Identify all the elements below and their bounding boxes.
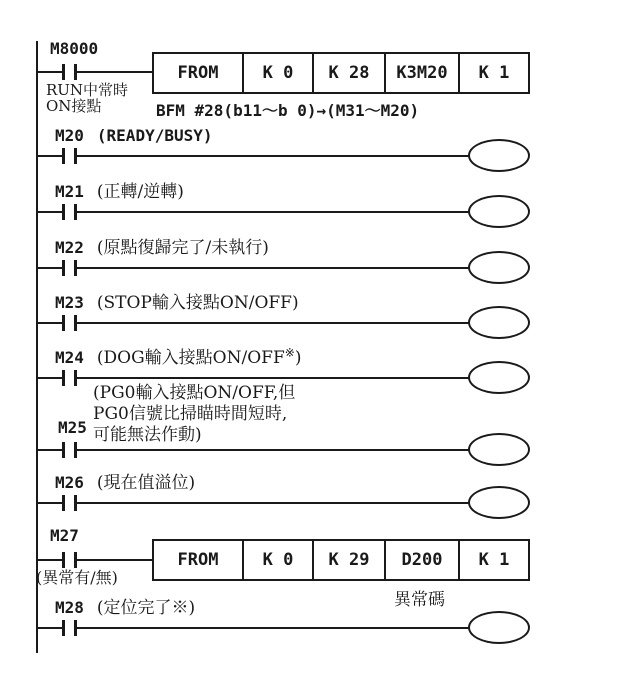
instr1-operand-3: K3M20: [384, 54, 458, 92]
device-m24: M24: [55, 348, 84, 367]
instr1-opcode: FROM: [177, 63, 219, 83]
desc-m28: (定位完了※): [96, 598, 196, 618]
coil-m28: [468, 611, 530, 644]
desc-m25: [93, 383, 295, 446]
coil-m24: [468, 361, 530, 394]
desc-m25-line3: 可能無法作動): [93, 425, 202, 445]
wire-m23: [36, 322, 470, 324]
contact-m25: [62, 442, 77, 458]
device-m21: M21: [55, 182, 84, 201]
from-instruction-box-2: [152, 539, 530, 581]
label-m21: [55, 183, 184, 202]
note-run-line1: RUN中常時: [46, 81, 129, 99]
label-m8000: [50, 40, 98, 58]
device-m27: M27: [50, 526, 79, 545]
device-m26: M26: [55, 473, 84, 492]
wire-m28: [36, 627, 470, 629]
desc-m21: (正轉/逆轉): [96, 182, 184, 202]
instr2-opcode: FROM: [177, 550, 219, 570]
instr1-operand-4: K 1: [458, 54, 528, 92]
instr1-operand-2: K 28: [312, 54, 384, 92]
caption-bfm-transfer: BFM #28(b11〜b 0)→(M31〜M20): [156, 101, 420, 120]
contact-m26: [62, 495, 77, 511]
instr1-operand-1: K 0: [242, 54, 312, 92]
desc-m25-line1: (PG0輸入接點ON/OFF,但: [93, 383, 296, 403]
desc-m26: (現在值溢位): [96, 473, 196, 493]
label-m23: [55, 294, 299, 313]
label-m26: [55, 474, 195, 493]
footnote-mark-m24: ※: [284, 345, 295, 360]
from-instruction-box-1: [152, 52, 530, 94]
contact-m8000: [62, 64, 77, 80]
coil-m25: [468, 433, 530, 466]
wire-m27: [36, 559, 152, 561]
instr2-operand-4: K 1: [458, 541, 528, 579]
instr2-operand-3: D200: [384, 541, 458, 579]
wire-m20: [36, 155, 470, 157]
contact-m22: [62, 260, 77, 276]
contact-m23: [62, 315, 77, 331]
wire-m8000: [36, 71, 152, 73]
desc-m22: (原點復歸完了/未執行): [96, 238, 269, 258]
note-run-line2: ON接點: [46, 97, 102, 115]
coil-m23: [468, 306, 530, 339]
label-m24: [55, 345, 302, 368]
caption-error-code: 異常碼: [394, 590, 445, 610]
desc-m25-line2: PG0信號比掃瞄時間短時,: [93, 404, 288, 424]
contact-m21: [62, 204, 77, 220]
coil-m22: [468, 251, 530, 284]
wire-m22: [36, 267, 470, 269]
label-m22: [55, 239, 269, 258]
desc-m23: (STOP輸入接點ON/OFF): [96, 293, 299, 313]
contact-m28: [62, 620, 77, 636]
wire-m25: [36, 449, 470, 451]
label-m28: [55, 599, 195, 618]
device-m23: M23: [55, 293, 84, 312]
wire-m24: [36, 377, 470, 379]
device-m20: M20: [55, 126, 84, 145]
device-m25: M25: [58, 418, 87, 437]
coil-m20: [468, 139, 530, 172]
instr2-operand-2: K 29: [312, 541, 384, 579]
wire-m26: [36, 502, 470, 504]
instr2-operand-1: K 0: [242, 541, 312, 579]
label-m20: [55, 127, 213, 145]
device-m22: M22: [55, 238, 84, 257]
desc-m20: (READY/BUSY): [96, 126, 213, 145]
coil-m21: [468, 195, 530, 228]
desc-m24: (DOG輸入接點ON/OFF※): [96, 345, 302, 368]
contact-m20: [62, 148, 77, 164]
contact-m24: [62, 370, 77, 386]
device-m28: M28: [55, 598, 84, 617]
coil-m26: [468, 486, 530, 519]
left-power-rail: [36, 41, 38, 653]
device-m8000: M8000: [50, 39, 99, 58]
wire-m21: [36, 211, 470, 213]
note-m27: (異常有/無): [36, 568, 118, 587]
